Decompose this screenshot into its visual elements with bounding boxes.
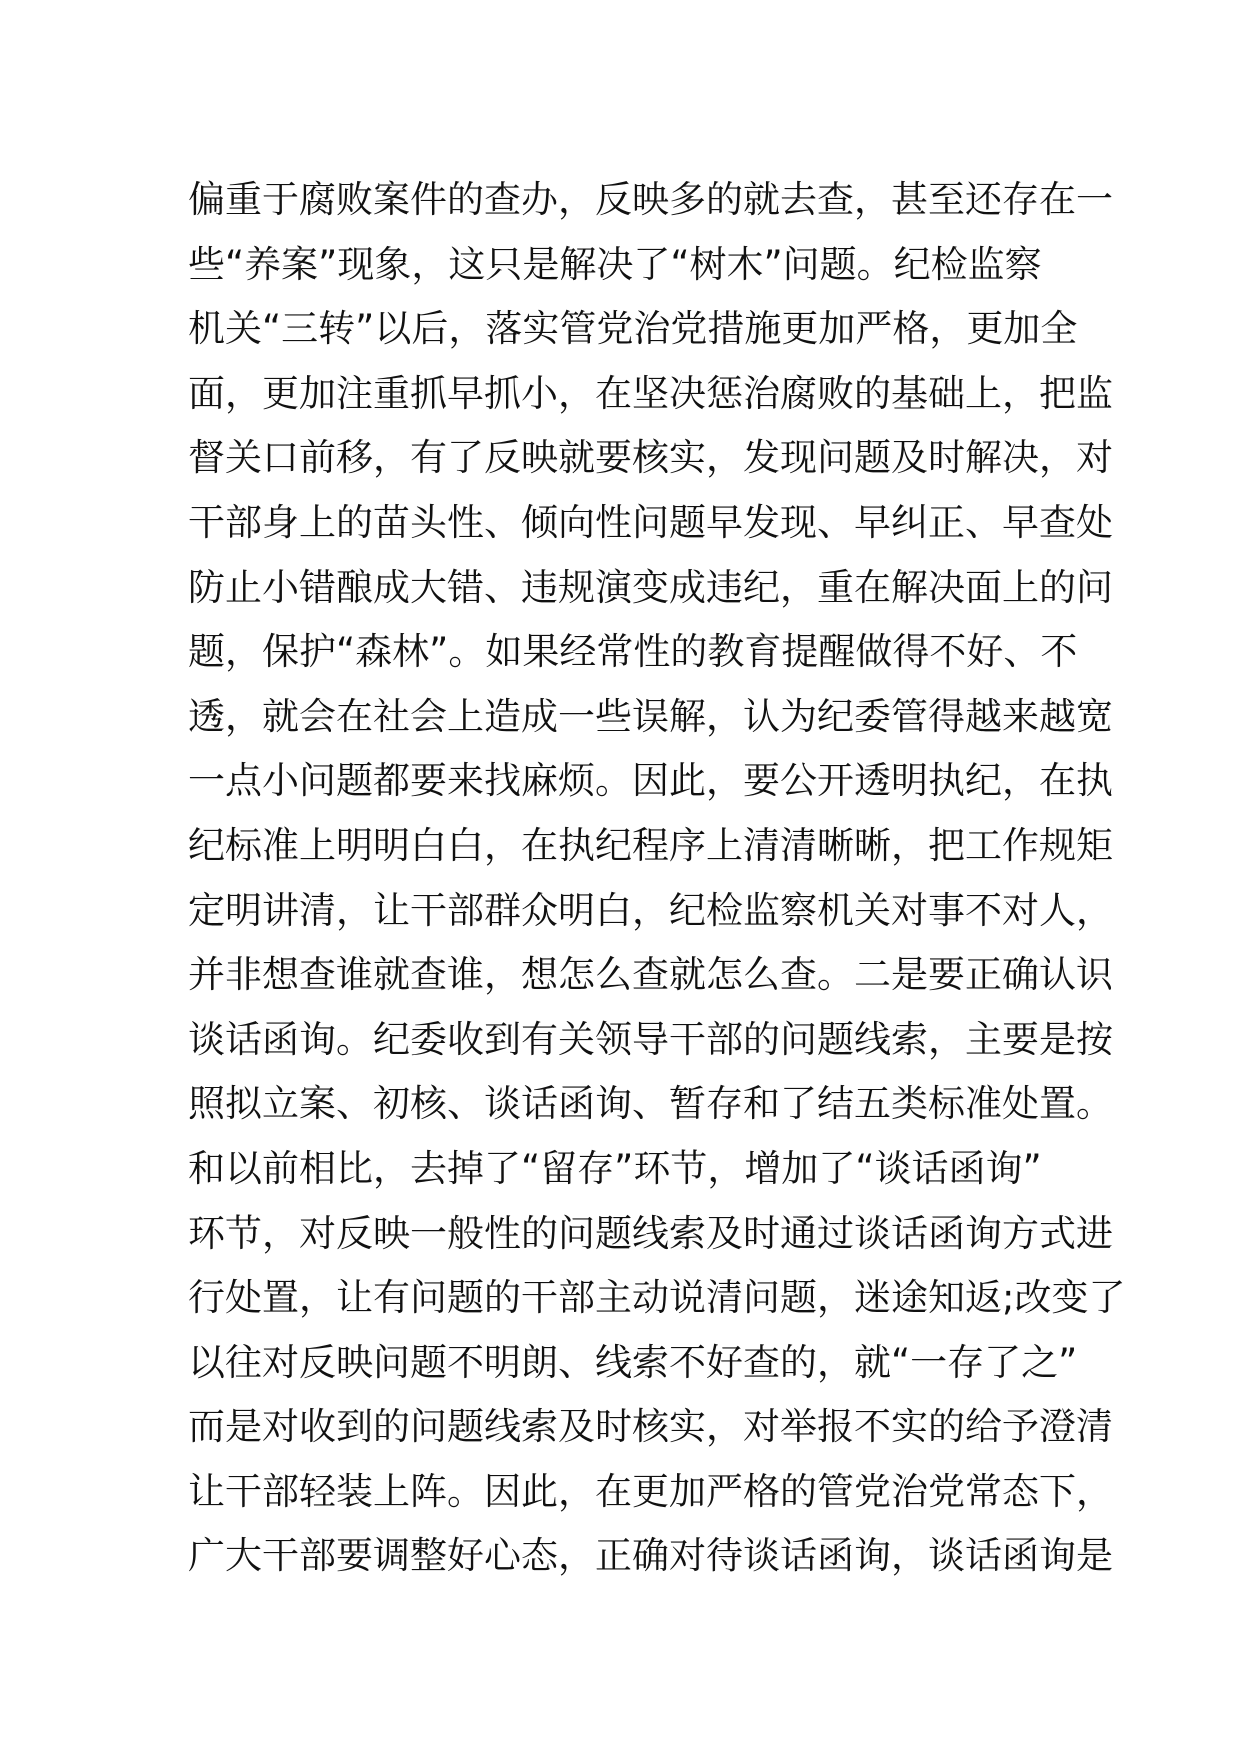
text-line: 和以前相比，去掉了“留存”环节，增加了“谈话函询” <box>188 1146 1042 1190</box>
text-line: 广大干部要调整好心态，正确对待谈话函询，谈话函询是 <box>188 1534 1113 1578</box>
text-line: 让干部轻装上阵。因此，在更加严格的管党治党常态下， <box>188 1469 1113 1513</box>
text-line: 题，保护“森林”。如果经常性的教育提醒做得不好、不 <box>188 630 1078 674</box>
text-line: 行处置，让有问题的干部主动说清问题，迷途知返;改变了 <box>188 1276 1126 1320</box>
text-line: 面，更加注重抓早抓小，在坚决惩治腐败的基础上，把监 <box>188 371 1113 415</box>
text-line: 以往对反映问题不明朗、线索不好查的，就“一存了之” <box>188 1340 1078 1384</box>
text-line: 透，就会在社会上造成一些误解，认为纪委管得越来越宽 <box>188 694 1113 738</box>
text-line: 谈话函询。纪委收到有关领导干部的问题线索，主要是按 <box>188 1017 1113 1061</box>
text-line: 而是对收到的问题线索及时核实，对举报不实的给予澄清 <box>188 1405 1113 1449</box>
body-text <box>188 168 1126 1589</box>
text-line: 一点小问题都要来找麻烦。因此，要公开透明执纪，在执 <box>188 759 1113 803</box>
text-line: 环节，对反映一般性的问题线索及时通过谈话函询方式进 <box>188 1211 1113 1255</box>
text-line: 机关“三转”以后，落实管党治党措施更加严格，更加全 <box>188 307 1078 351</box>
text-line: 偏重于腐败案件的查办，反映多的就去查，甚至还存在一 <box>188 178 1113 221</box>
text-line: 防止小错酿成大错、违规演变成违纪，重在解决面上的问 <box>188 565 1113 609</box>
text-line: 些“养案”现象，这只是解决了“树木”问题。纪检监察 <box>188 242 1042 286</box>
text-line: 纪标准上明明白白，在执纪程序上清清晰晰，把工作规矩 <box>188 823 1113 867</box>
text-line: 并非想查谁就查谁，想怎么查就怎么查。二是要正确认识 <box>188 953 1113 997</box>
text-line: 干部身上的苗头性、倾向性问题早发现、早纠正、早查处 <box>188 500 1113 544</box>
text-line: 定明讲清，让干部群众明白，纪检监察机关对事不对人， <box>188 888 1113 932</box>
text-line: 照拟立案、初核、谈话函询、暂存和了结五类标准处置。 <box>188 1082 1113 1126</box>
text-line: 督关口前移，有了反映就要核实，发现问题及时解决，对 <box>188 436 1113 480</box>
